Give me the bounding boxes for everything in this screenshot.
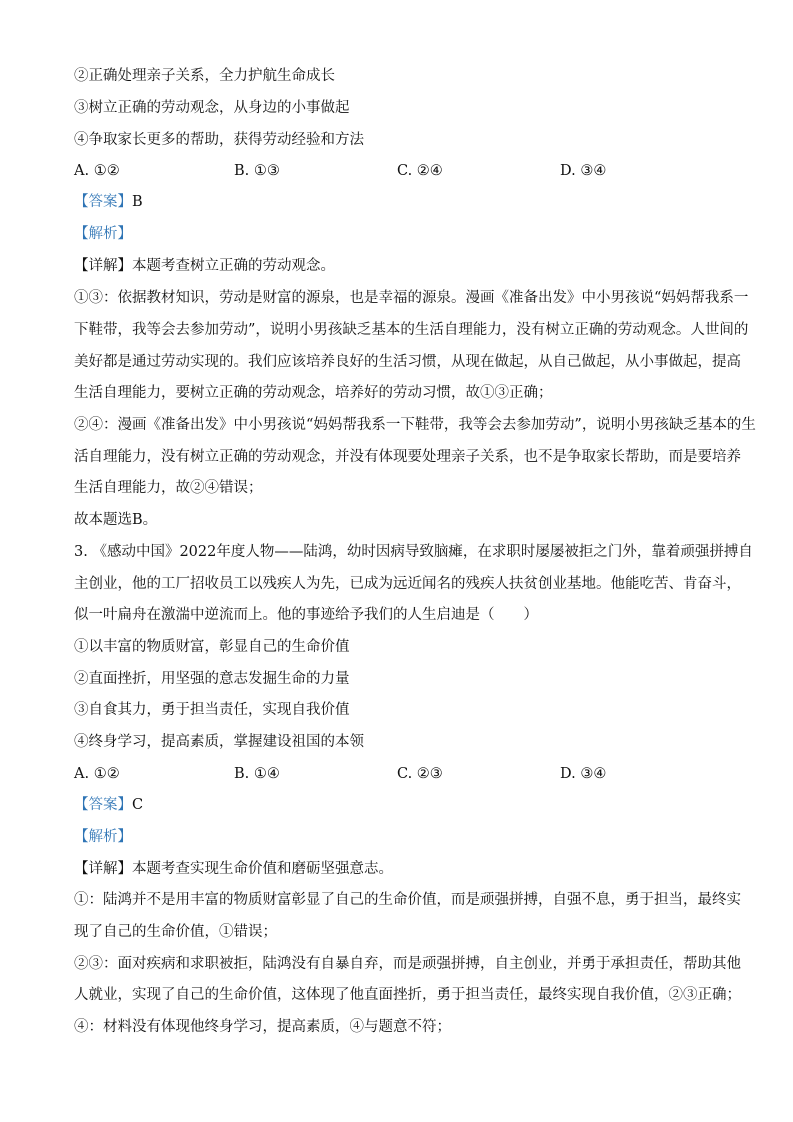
q2-analysis-heading: [74, 224, 724, 244]
q3-choice-b: B. ①④: [234, 766, 280, 782]
answer-tag: 【答案】: [74, 194, 132, 210]
q2-detail-line: ①③：依据教材知识，劳动是财富的源泉，也是幸福的源泉。漫画《准备出发》中小男孩说“妈妈帮我系一: [74, 290, 749, 306]
q2-choice-a: A. ①②: [74, 163, 120, 179]
q3-stem-line: 似一叶扁舟在激湍中逆流而上。他的事迹给予我们的人生启迪是（ ）: [74, 607, 538, 623]
q3-choices: [74, 764, 724, 784]
analysis-tag: 【解析】: [74, 226, 132, 242]
q3-choice-a: A. ①②: [74, 766, 120, 782]
q3-detail-line: ①：陆鸿并不是用丰富的物质财富彰显了自己的生命价值，而是顽强拼搏，自强不息，勇于担当，最终实: [74, 892, 741, 908]
q2-option-2: ②正确处理亲子关系，全力护航生命成长: [74, 68, 335, 84]
q3-analysis-heading: [74, 827, 724, 847]
q2-detail-line: ②④：漫画《准备出发》中小男孩说“妈妈帮我系一下鞋带，我等会去参加劳动”，说明小男孩缺乏基本的生: [74, 417, 756, 433]
answer-tag: 【答案】: [74, 797, 132, 813]
q2-detail-line: 美好都是通过劳动实现的。我们应该培养良好的生活习惯，从现在做起，从自己做起，从小事做起，提高: [74, 354, 741, 370]
analysis-tag: 【解析】: [74, 829, 132, 845]
q3-stem-line: 主创业，他的工厂招收员工以残疾人为先，已成为远近闻名的残疾人扶贫创业基地。他能吃苦、肯奋斗，: [74, 576, 741, 592]
q2-option-4: ④争取家长更多的帮助，获得劳动经验和方法: [74, 132, 364, 148]
q3-option-4: ④终身学习，提高素质，掌握建设祖国的本领: [74, 734, 364, 750]
q3-option-1: ①以丰富的物质财富，彰显自己的生命价值: [74, 639, 350, 655]
q2-detail-line: 生活自理能力，故②④错误；: [74, 480, 263, 496]
q3-choice-d: D. ③④: [560, 766, 607, 782]
answer-value: B: [132, 194, 143, 210]
q3-detail-line: ④：材料没有体现他终身学习，提高素质，④与题意不符；: [74, 1019, 451, 1035]
q3-option-3: ③自食其力，勇于担当责任，实现自我价值: [74, 702, 350, 718]
q3-option-2: ②直面挫折，用坚强的意志发掘生命的力量: [74, 671, 350, 687]
q2-option-3: ③树立正确的劳动观念，从身边的小事做起: [74, 100, 350, 116]
q3-detail-line: 【详解】本题考查实现生命价值和磨砺坚强意志。: [74, 861, 393, 877]
q3-stem-line: 3. 《感动中国》2022年度人物——陆鸿，幼时因病导致脑瘫，在求职时屡屡被拒之门外，靠着顽强拼搏自: [74, 544, 753, 560]
q2-choice-d: D. ③④: [560, 163, 607, 179]
q3-answer: [74, 795, 724, 815]
q2-answer: [74, 192, 724, 212]
q3-detail-line: ②③：面对疾病和求职被拒，陆鸿没有自暴自弃，而是顽强拼搏，自主创业，并勇于承担责任，帮助其他: [74, 956, 741, 972]
q2-detail-line: 生活自理能力，要树立正确的劳动观念，培养好的劳动习惯，故①③正确；: [74, 385, 553, 401]
q3-detail-line: 现了自己的生命价值，①错误；: [74, 924, 277, 940]
q3-choice-c: C. ②③: [397, 766, 443, 782]
q2-detail-line: 活自理能力，没有树立正确的劳动观念，并没有体现要处理亲子关系，也不是争取家长帮助，而是要培养: [74, 449, 741, 465]
q2-detail-line: 下鞋带，我等会去参加劳动”，说明小男孩缺乏基本的生活自理能力，没有树立正确的劳动观念。人世间的: [74, 322, 749, 338]
answer-value: C: [132, 797, 144, 813]
q2-choice-c: C. ②④: [397, 163, 443, 179]
q2-conclusion: 故本题选B。: [74, 512, 158, 528]
q3-detail-line: 人就业，实现了自己的生命价值，这体现了他直面挫折，勇于担当责任，最终实现自我价值，②③正确；: [74, 987, 741, 1003]
q2-detail-line: 【详解】本题考查树立正确的劳动观念。: [74, 258, 335, 274]
q2-choice-b: B. ①③: [234, 163, 280, 179]
q2-choices: [74, 161, 724, 181]
